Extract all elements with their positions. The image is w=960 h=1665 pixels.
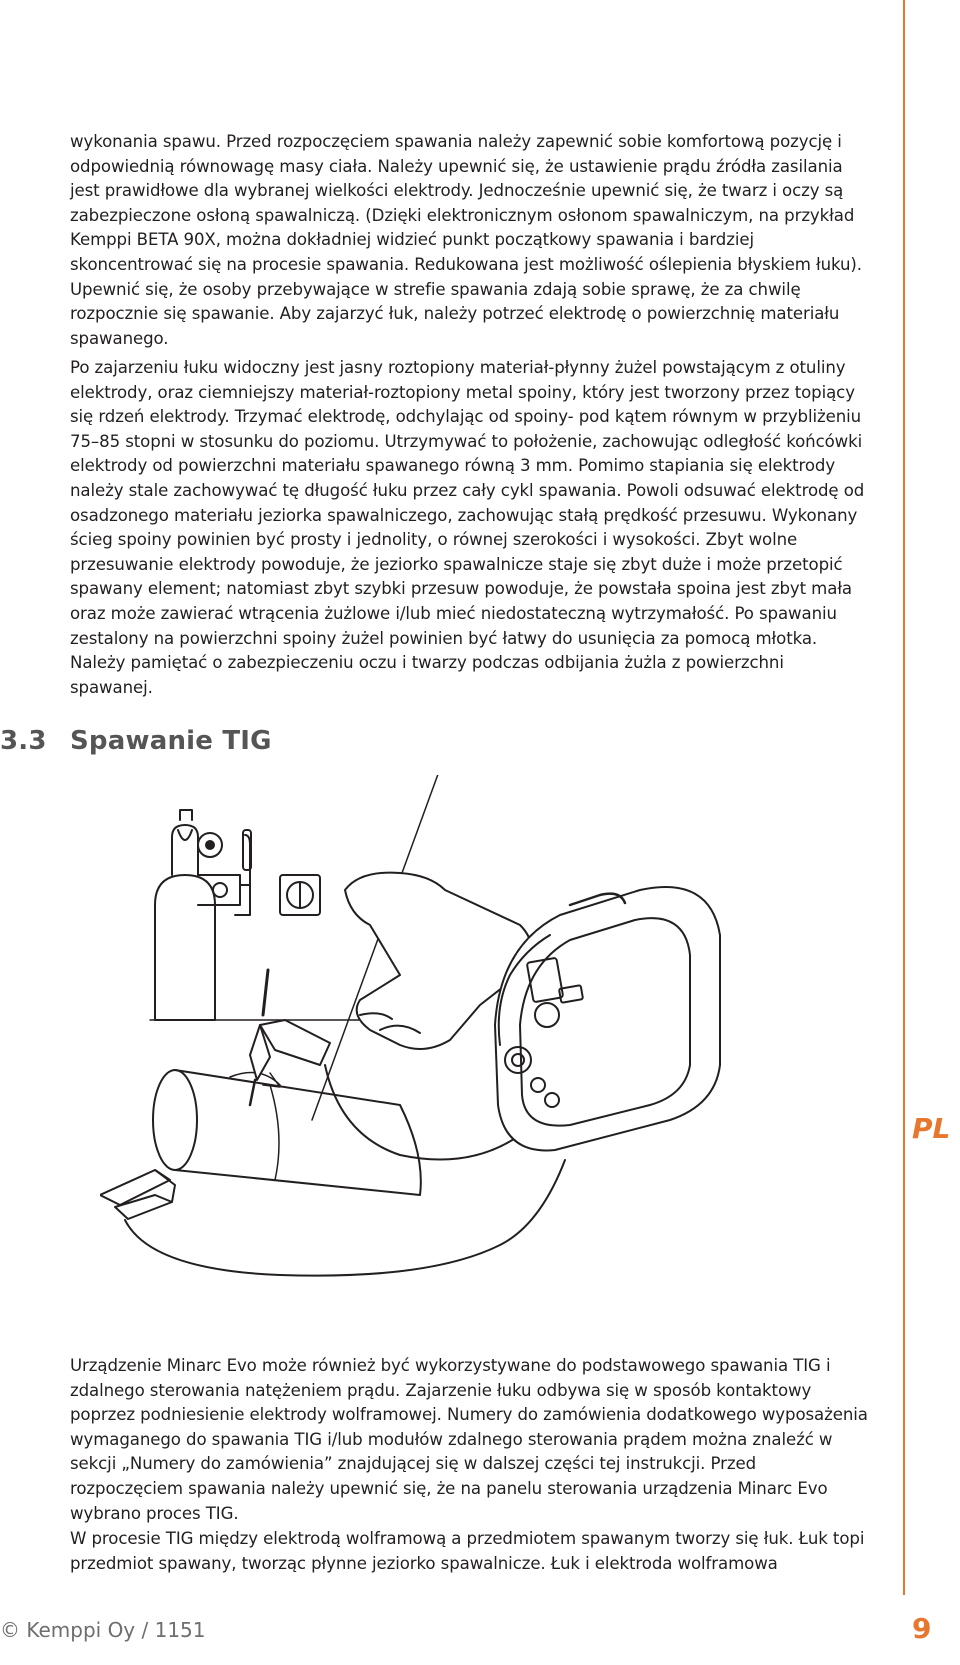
body-paragraph: W procesie TIG między elektrodą wolframową a przedmiotem spawanym tworzy się łuk. Łuk topi przedmiot spawany, tworząc płynne jeziorko spawalnicze. Łuk i elektroda wolframowa: [70, 1529, 865, 1573]
body-paragraph: wykonania spawu. Przed rozpoczęciem spawania należy zapewnić sobie komfortową pozycję i odpowiednią równowagę masy ciała. Należy upewnić się, że ustawienie prądu źródła zasilania jest prawidłowe dla wybranej wielkości elektrody. Jednocześnie upewnić się, że twarz i oczy są zabezpieczone osłoną spawalniczą. (Dzięki elektronicznym osłonom spawalniczym, na przykład Kemppi BETA 90X, można dokładniej widzieć punkt początkowy spawania i bardziej skoncentrować się na procesie spawania. Redukowana jest możliwość oślepienia błyskiem łuku). Upewnić się, że osoby przebywające w strefie spawania zdają sobie sprawę, że za chwilę rozpocznie się spawanie. Aby zajarzyć łuk, należy potrzeć elektrodę o powierzchnię materiału spawanego.: [70, 132, 862, 348]
gas-cylinder-icon: [155, 810, 215, 1020]
welding-machine-icon: [495, 887, 720, 1150]
tig-torch-icon: [250, 970, 330, 1105]
section-title: Spawanie TIG: [70, 726, 272, 756]
section-number: 3.3: [0, 726, 47, 756]
body-paragraph: Urządzenie Minarc Evo może również być wykorzystywane do podstawowego spawania TIG i zdalnego sterowania natężeniem prądu. Zajarzenie łuku odbywa się w sposób kontaktowy poprzez podniesienie elektrody wolframowej. Numery do zamówienia dodatkowego wyposażenia wymaganego do spawania TIG i/lub modułów zdalnego sterowania prądem można znaleźć w sekcji „Numery do zamówienia” znajdującej się w dalszej części tej instrukcji. Przed rozpoczęciem spawania należy upewnić się, że na panelu sterowania urządzenia Minarc Evo wybrano proces TIG.: [70, 1356, 868, 1523]
ground-clamp-icon: [100, 1170, 175, 1219]
body-paragraph: Po zajarzeniu łuku widoczny jest jasny roztopiony materiał-płynny żużel powstającym z otuliny elektrody, oraz ciemniejszy materiał-roztopiony metal spoiny, który jest tworzony przez topiący się rdzeń elektrody. Trzymać elektrodę, odchylając od spoiny- pod kątem równym w przybliżeniu 75–85 stopni w stosunku do poziomu. Utrzymywać to położenie, zachowując odległość końcówki elektrody od powierzchni materiału spawanego równą 3 mm. Pomimo stapiania się elektrody należy stale zachowywać tę długość łuku przez cały cykl spawania. Powoli odsuwać elektrodę od osadzonego materiału jeziorka spawalniczego, zachowując stałą prędkość przesuwu. Wykonany ścieg spoiny powinien być prosty i jednolity, o równej szerokości i wysokości. Zbyt wolne przesuwanie elektrody powoduje, że jeziorko spawalnicze staje się zbyt duże i może przetopić spawany element; natomiast zbyt szybki przesuw powoduje, że powstała spoina jest zbyt mała oraz może zawierać wtrącenia żużlowe i/lub mieć niedostateczną wytrzymałość. Po spawaniu zestalony na powierzchni spoiny żużel powinien być łatwy do usunięcia za pomocą młotka. Należy pamiętać o zabezpieczeniu oczu i twarzy podczas odbijania żużla z powierzchni spawanej.: [70, 358, 865, 697]
page-number: 9: [912, 1612, 932, 1645]
workpiece-pipe: [153, 1070, 421, 1195]
ground-cable: [125, 1160, 565, 1276]
wall-socket-icon: [280, 875, 320, 915]
margin-accent-rule: [903, 0, 905, 1595]
gas-regulator-icon: [198, 830, 251, 915]
tig-welding-illustration: [100, 775, 800, 1325]
language-tag: PL: [912, 1112, 951, 1145]
footer-copyright: © Kemppi Oy / 1151: [0, 1618, 206, 1642]
section-heading: [0, 726, 272, 756]
